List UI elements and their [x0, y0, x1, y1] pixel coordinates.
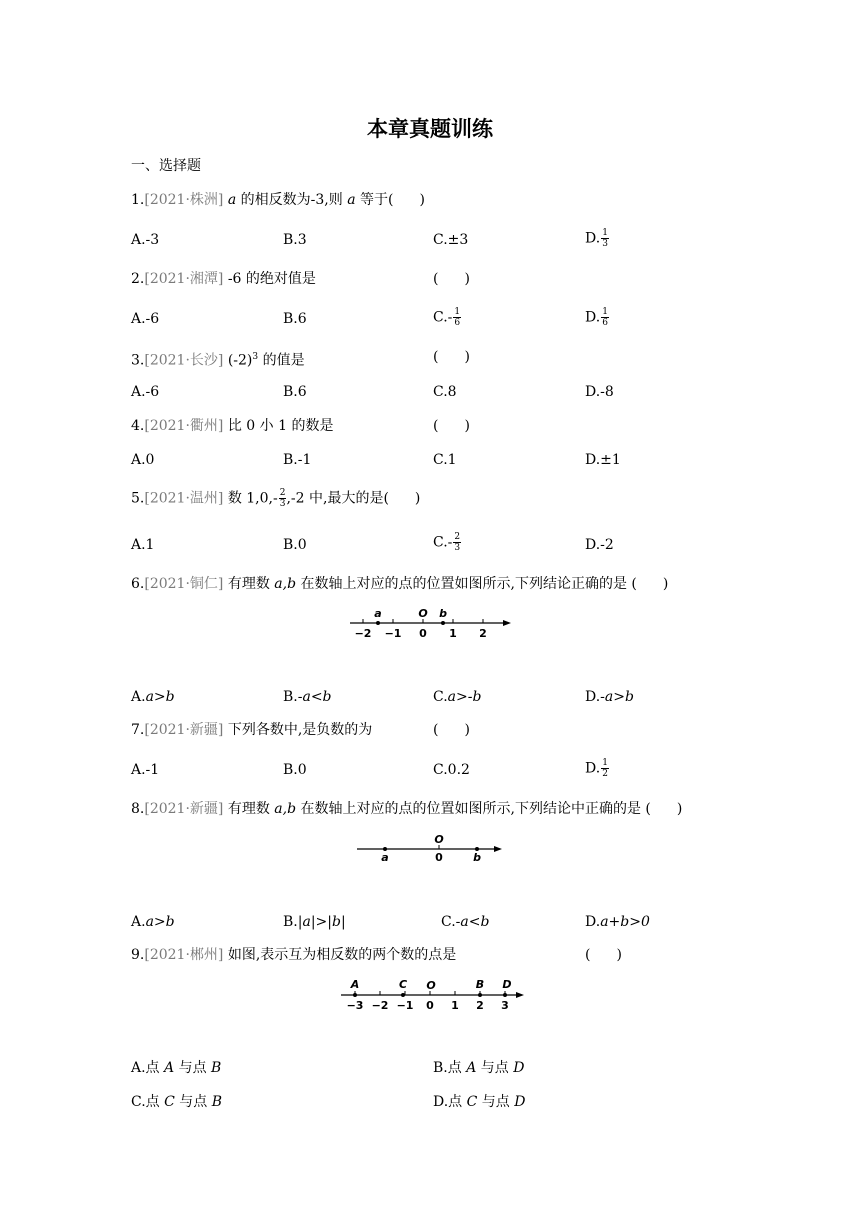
q3-answer-bracket[interactable]: ( ) — [433, 349, 470, 365]
question-source: [2021·铜仁] — [144, 576, 224, 592]
arrow-icon — [494, 846, 502, 852]
q8-option-c[interactable]: C.-a<b — [441, 914, 490, 930]
question-3-stem: 3.[2021·长沙] $(-2)^3$ 的值是 — [131, 352, 305, 369]
point-label: b — [473, 851, 481, 864]
tick-label: −1 — [396, 999, 414, 1012]
point-D-marker — [503, 993, 507, 997]
q9-option-b[interactable]: B.点 A 与点 D — [433, 1060, 525, 1076]
question-5-stem: 5.[2021·温州] 数 1,0,- $\frac{2}{3}$ ,-2 中,最大的是( ) — [131, 488, 421, 509]
point-label: O — [418, 607, 428, 620]
q5-option-b[interactable]: B.0 — [283, 537, 307, 553]
point-label: A — [350, 978, 360, 991]
q4-answer-bracket[interactable]: ( ) — [433, 418, 470, 434]
arrow-icon — [516, 992, 524, 998]
q7-option-a[interactable]: A.-1 — [131, 762, 160, 778]
tick-label: −1 — [384, 627, 402, 640]
q8-option-a[interactable]: A.a>b — [131, 914, 175, 930]
q1-option-b[interactable]: B.3 — [283, 232, 307, 248]
point-label: a — [381, 851, 389, 864]
q6-number-line — [340, 603, 520, 641]
q6-option-c[interactable]: C.a>-b — [433, 689, 482, 705]
tick-label: −2 — [354, 627, 372, 640]
q2-option-b[interactable]: B.6 — [283, 311, 307, 327]
tick-label: 1 — [449, 627, 457, 640]
question-source: [2021·郴州] — [144, 947, 224, 963]
q7-option-b[interactable]: B.0 — [283, 762, 307, 778]
tick-label: −3 — [346, 999, 364, 1012]
q7-answer-bracket[interactable]: ( ) — [433, 722, 470, 738]
question-source: [2021·株洲] — [144, 192, 224, 208]
tick-label: 0 — [435, 851, 443, 864]
q2-answer-bracket[interactable]: ( ) — [433, 271, 470, 287]
q4-option-a[interactable]: A.0 — [131, 452, 155, 468]
question-source: [2021·温州] — [144, 490, 224, 507]
question-6-stem: 6.[2021·铜仁] 有理数 a,b 在数轴上对应的点的位置如图所示,下列结论正确的是 ( ) — [131, 576, 669, 592]
q9-option-a[interactable]: A.点 A 与点 B — [131, 1060, 222, 1076]
q1-option-a[interactable]: A.-3 — [131, 232, 160, 248]
q5-option-a[interactable]: A.1 — [131, 537, 155, 553]
tick-label: 0 — [426, 999, 434, 1012]
q4-option-d[interactable]: D.±1 — [585, 452, 621, 468]
q6-option-b[interactable]: B.-a<b — [283, 689, 332, 705]
question-9-stem: 9.[2021·郴州] 如图,表示互为相反数的两个数的点是 — [131, 947, 457, 963]
tick-label: 1 — [451, 999, 459, 1012]
question-1-stem: 1.[2021·株洲] a 的相反数为-3,则 a 等于( ) — [131, 192, 425, 208]
point-a-marker — [376, 621, 380, 625]
q4-option-c[interactable]: C.1 — [433, 452, 457, 468]
question-source: [2021·衢州] — [144, 418, 224, 434]
q1-option-c[interactable]: C.±3 — [433, 232, 469, 248]
q2-option-a[interactable]: A.-6 — [131, 311, 160, 327]
q3-option-a[interactable]: A.-6 — [131, 384, 160, 400]
q8-number-line — [350, 829, 510, 865]
question-source: [2021·长沙] — [144, 352, 224, 369]
question-source: [2021·新疆] — [144, 801, 224, 817]
q5-option-c[interactable]: C.- $\frac{2}{3}$ — [433, 532, 461, 553]
point-C-marker — [401, 993, 405, 997]
q6-option-d[interactable]: D.-a>b — [585, 689, 634, 705]
q6-option-a[interactable]: A.a>b — [131, 689, 175, 705]
arrow-icon — [503, 620, 511, 626]
q2-option-c[interactable]: C.- $\frac{1}{6}$ — [433, 307, 461, 328]
point-label: O — [426, 979, 436, 992]
q7-option-d[interactable]: D. $\frac{1}{2}$ — [585, 758, 608, 779]
tick-label: 2 — [479, 627, 487, 640]
point-label: a — [374, 607, 382, 620]
point-B-marker — [478, 993, 482, 997]
section-heading: 一、选择题 — [131, 158, 201, 174]
page-title: 本章真题训练 — [367, 117, 493, 141]
question-2-stem: 2.[2021·湘潭] -6 的绝对值是 — [131, 271, 316, 287]
q5-option-d[interactable]: D.-2 — [585, 537, 614, 553]
q4-option-b[interactable]: B.-1 — [283, 452, 312, 468]
point-label: B — [475, 978, 485, 991]
tick-label: 0 — [419, 627, 427, 640]
tick-label: 2 — [476, 999, 484, 1012]
point-label: C — [398, 978, 408, 991]
question-8-stem: 8.[2021·新疆] 有理数 a,b 在数轴上对应的点的位置如图所示,下列结论中正确的是 ( ) — [131, 801, 683, 817]
q3-option-b[interactable]: B.6 — [283, 384, 307, 400]
question-source: [2021·新疆] — [144, 722, 224, 738]
tick-label: −2 — [371, 999, 389, 1012]
q1-option-d[interactable]: D. $\frac{1}{3}$ — [585, 228, 608, 249]
q2-option-d[interactable]: D. $\frac{1}{6}$ — [585, 307, 608, 328]
tick-label: 3 — [501, 999, 509, 1012]
q8-option-b[interactable]: B.|a|>|b| — [283, 914, 346, 930]
point-A-marker — [353, 993, 357, 997]
point-label: O — [434, 833, 444, 846]
q9-answer-bracket[interactable]: ( ) — [585, 947, 622, 963]
question-source: [2021·湘潭] — [144, 271, 224, 287]
question-7-stem: 7.[2021·新疆] 下列各数中,是负数的为 — [131, 722, 373, 738]
q8-option-d[interactable]: D.a+b>0 — [585, 914, 650, 930]
q9-option-d[interactable]: D.点 C 与点 D — [433, 1094, 526, 1110]
question-4-stem: 4.[2021·衢州] 比 0 小 1 的数是 — [131, 418, 334, 434]
q9-number-line — [335, 975, 535, 1015]
q3-option-d[interactable]: D.-8 — [585, 384, 614, 400]
q7-option-c[interactable]: C.0.2 — [433, 762, 470, 778]
q9-option-c[interactable]: C.点 C 与点 B — [131, 1094, 223, 1110]
q3-option-c[interactable]: C.8 — [433, 384, 457, 400]
point-label: D — [502, 978, 512, 991]
point-b-marker — [441, 621, 445, 625]
point-label: b — [439, 607, 447, 620]
